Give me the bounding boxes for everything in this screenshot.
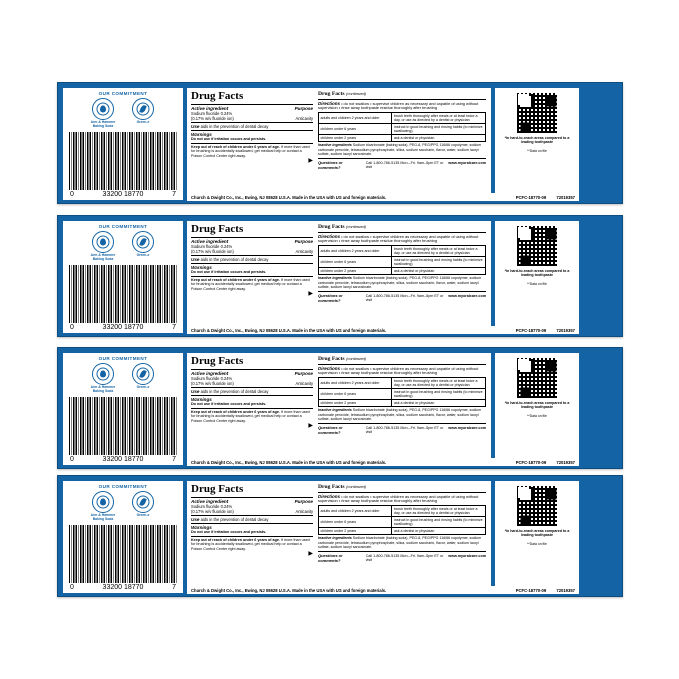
table-row <box>319 528 486 535</box>
purpose-value: Anticavity <box>295 248 313 254</box>
inactive-text: Sodium bicarbonate (baking soda), PEG-8, PEG/PPG 116/66 copolymer, sodium carbonate peroxide, tetrasodium pyrophosphate, silica, sodium saccharin, flavor, water, sodium lauryl sulfate, sodium lauryl sarcosinate. <box>318 143 482 157</box>
instruction-cell: ask a dentist or physician <box>392 400 486 407</box>
directions-heading: Directions <box>318 100 341 106</box>
active-ingredient-heading: Active ingredient <box>191 370 229 376</box>
warning-irritation: Do not use if irritation occurs and persists. <box>191 137 267 142</box>
badge-label: Green-e <box>136 385 150 389</box>
right-arrow-icon: ▶ <box>308 291 313 298</box>
green-leaf-icon <box>132 363 154 385</box>
commitment-title: OUR COMMITMENT <box>98 484 148 489</box>
barcode-icon <box>69 525 177 583</box>
tooth-seal-icon <box>92 363 114 385</box>
label-panel <box>57 82 623 204</box>
barcode-icon <box>69 397 177 455</box>
age-cell: children under 2 years <box>319 528 392 535</box>
warnings-heading: Warnings <box>191 525 212 531</box>
age-cell: adults and children 2 years and older <box>319 378 392 389</box>
label-panel <box>57 347 623 469</box>
uses-text: aids in the prevention of dental decay <box>200 123 269 129</box>
table-row <box>319 517 486 528</box>
directions-bullets: • do not swallow • supervise children as necessary and capable of using without supervision • rinse away toothpaste residue thoroughly after brushing <box>318 233 479 244</box>
barcode-digits <box>69 584 177 591</box>
barcode-main-digits: 33200 18770 <box>102 583 144 591</box>
instruction-cell: brush teeth thoroughly after meals or at least twice a day, or use as directed by a dentist or physician <box>392 246 486 257</box>
continued-label: (continued) <box>345 224 366 229</box>
barcode-right-digit: 7 <box>172 455 176 463</box>
barcode-block <box>66 265 180 331</box>
qr-code-icon[interactable] <box>517 226 557 266</box>
qr-code-icon[interactable] <box>517 358 557 398</box>
commitment-title: OUR COMMITMENT <box>98 91 148 96</box>
badge-row <box>66 491 180 522</box>
commitment-title: OUR COMMITMENT <box>98 224 148 229</box>
barcode-icon <box>69 132 177 190</box>
age-cell: children under 6 years <box>319 389 392 400</box>
drug-facts-right-column <box>318 91 486 170</box>
warnings-heading: Warnings <box>191 265 212 271</box>
inactive-text: Sodium bicarbonate (baking soda), PEG-8, PEG/PPG 116/66 copolymer, sodium carbonate peroxide, tetrasodium pyrophosphate, silica, sodium saccharin, flavor, water, sodium lauryl sulfate, sodium lauryl sarcosinate. <box>318 408 482 422</box>
barcode-block <box>66 525 180 591</box>
active-ingredient-detail: (0.17% w/v fluoride ion) <box>191 115 234 121</box>
directions-heading: Directions <box>318 365 341 371</box>
uses-heading: Use <box>191 516 200 522</box>
questions-text: Call 1-800-786-5135 Mon.–Fri. 9am–5pm ET or visit <box>365 160 444 169</box>
qr-block <box>495 481 579 593</box>
active-ingredient-name: Sodium fluoride 0.24% <box>191 110 233 116</box>
qr-code-icon[interactable] <box>517 486 557 526</box>
badge-row <box>66 231 180 262</box>
instruction-cell: ask a dentist or physician <box>392 528 486 535</box>
warning-irritation: Do not use if irritation occurs and persists. <box>191 530 267 535</box>
inactive-text: Sodium bicarbonate (baking soda), PEG-8, PEG/PPG 116/66 copolymer, sodium carbonate peroxide, tetrasodium pyrophosphate, silica, sodium saccharin, flavor, water, sodium lauryl sulfate, sodium lauryl sarcosinate. <box>318 536 482 550</box>
drug-facts-continued-title: Drug Facts <box>318 91 345 97</box>
table-row <box>319 113 486 124</box>
qr-block <box>495 221 579 333</box>
purpose-value: Anticavity <box>295 508 313 514</box>
active-ingredient-name: Sodium fluoride 0.24% <box>191 503 233 509</box>
inactive-heading: Inactive ingredients <box>318 276 352 281</box>
warning-keepout-text: If more than used for brushing is accidentally swallowed, get medical help or contact a Poison Control Center right away. <box>191 537 310 551</box>
badge-green-e <box>128 98 158 129</box>
inactive-text: Sodium bicarbonate (baking soda), PEG-8, PEG/PPG 116/66 copolymer, sodium carbonate peroxide, tetrasodium pyrophosphate, silica, sodium saccharin, flavor, water, sodium lauryl sulfate, sodium lauryl sarcosinate. <box>318 276 482 290</box>
code-group <box>507 588 575 593</box>
questions-text: Call 1-800-786-5135 Mon.–Fri. 9am–5pm ET or visit <box>365 425 444 434</box>
table-row <box>319 257 486 268</box>
instruction-cell: brush teeth thoroughly after meals or at least twice a day, or use as directed by a dentist or physician <box>392 506 486 517</box>
purpose-value: Anticavity <box>295 115 313 121</box>
green-leaf-icon <box>132 231 154 253</box>
instruction-cell: brush teeth thoroughly after meals or at least twice a day, or use as directed by a dentist or physician <box>392 113 486 124</box>
barcode-block <box>66 132 180 198</box>
code-right: 72019357 <box>556 327 575 333</box>
barcode-main-digits: 33200 18770 <box>102 323 144 331</box>
instruction-cell: instruct in good brushing and rinsing habits (to minimize swallowing) <box>392 124 486 135</box>
active-ingredient-detail: (0.17% w/v fluoride ion) <box>191 508 234 514</box>
manufacturer-text: Church & Dwight Co., Inc., Ewing, NJ 08628 U.S.A. Made in the USA with US and foreign materials. <box>191 194 387 200</box>
barcode-right-digit: 7 <box>172 583 176 591</box>
questions-heading: Questions or comments? <box>318 552 343 563</box>
legal-strip <box>187 458 579 466</box>
badge-label: Arm & Hammer Baking Soda <box>90 513 116 521</box>
drug-facts-title: Drug Facts <box>191 355 244 367</box>
warning-keepout-bold: Keep out of reach of children under 6 years of age. <box>191 537 280 542</box>
legal-strip <box>187 586 579 594</box>
code-left: PCFC-18770-09 <box>515 587 547 593</box>
inactive-heading: Inactive ingredients <box>318 408 352 413</box>
barcode-block <box>66 397 180 463</box>
barcode-digits <box>69 456 177 463</box>
drug-facts-block <box>187 481 491 593</box>
qr-footnote: **Data on file <box>527 148 547 153</box>
uses-text: aids in the prevention of dental decay <box>200 516 269 522</box>
label-panel <box>57 475 623 597</box>
code-right: 72019357 <box>556 587 575 593</box>
age-cell: adults and children 2 years and older <box>319 113 392 124</box>
qr-code-icon[interactable] <box>517 93 557 133</box>
commitment-title: OUR COMMITMENT <box>98 356 148 361</box>
website-link[interactable]: www.myoralcare.com <box>448 553 486 558</box>
qr-block <box>495 353 579 465</box>
code-right: 72019357 <box>556 194 575 200</box>
table-row <box>319 246 486 257</box>
barcode-left-digit: 0 <box>70 323 74 331</box>
purpose-heading: Purpose <box>294 498 313 504</box>
warning-keepout-text: If more than used for brushing is accidentally swallowed, get medical help or contact a Poison Control Center right away. <box>191 144 310 158</box>
active-ingredient-heading: Active ingredient <box>191 498 229 504</box>
continued-label: (continued) <box>345 91 366 96</box>
warning-keepout-bold: Keep out of reach of children under 6 years of age. <box>191 277 280 282</box>
purpose-heading: Purpose <box>294 238 313 244</box>
barcode-digits <box>69 191 177 198</box>
questions-text: Call 1-800-786-5135 Mon.–Fri. 9am–5pm ET or visit <box>365 553 444 562</box>
website-link[interactable]: www.myoralcare.com <box>448 293 486 298</box>
age-cell: children under 6 years <box>319 517 392 528</box>
code-group <box>507 195 575 200</box>
age-cell: children under 6 years <box>319 257 392 268</box>
warning-keepout-text: If more than used for brushing is accidentally swallowed, get medical help or contact a Poison Control Center right away. <box>191 277 310 291</box>
barcode-main-digits: 33200 18770 <box>102 190 144 198</box>
badge-row <box>66 98 180 129</box>
drug-facts-left-column <box>191 484 313 557</box>
commitment-block <box>63 481 183 593</box>
badge-label: Green-e <box>136 120 150 124</box>
badge-baking-soda <box>88 363 118 394</box>
code-left: PCFC-18770-09 <box>515 327 547 333</box>
barcode-main-digits: 33200 18770 <box>102 455 144 463</box>
badge-green-e <box>128 363 158 394</box>
commitment-block <box>63 353 183 465</box>
age-cell: adults and children 2 years and older <box>319 506 392 517</box>
warning-keepout-bold: Keep out of reach of children under 6 years of age. <box>191 409 280 414</box>
directions-heading: Directions <box>318 493 341 499</box>
warning-keepout-bold: Keep out of reach of children under 6 years of age. <box>191 144 280 149</box>
purpose-heading: Purpose <box>294 105 313 111</box>
barcode-right-digit: 7 <box>172 190 176 198</box>
active-ingredient-heading: Active ingredient <box>191 238 229 244</box>
drug-facts-right-column <box>318 224 486 303</box>
age-cell: children under 2 years <box>319 135 392 142</box>
barcode-left-digit: 0 <box>70 455 74 463</box>
instruction-cell: ask a dentist or physician <box>392 268 486 275</box>
right-arrow-icon: ▶ <box>308 423 313 430</box>
instruction-cell: instruct in good brushing and rinsing habits (to minimize swallowing) <box>392 517 486 528</box>
age-cell: adults and children 2 years and older <box>319 246 392 257</box>
label-panel <box>57 215 623 337</box>
instruction-cell: instruct in good brushing and rinsing habits (to minimize swallowing) <box>392 389 486 400</box>
badge-label: Arm & Hammer Baking Soda <box>90 385 116 393</box>
commitment-block <box>63 221 183 333</box>
questions-heading: Questions or comments? <box>318 424 343 435</box>
barcode-left-digit: 0 <box>70 583 74 591</box>
drug-facts-continued-title: Drug Facts <box>318 356 345 362</box>
drug-facts-continued-title: Drug Facts <box>318 224 345 230</box>
table-row <box>319 135 486 142</box>
code-left: PCFC-18770-09 <box>515 459 547 465</box>
questions-heading: Questions or comments? <box>318 292 343 303</box>
directions-bullets: • do not swallow • supervise children as necessary and capable of using without supervision • rinse away toothpaste residue thoroughly after brushing <box>318 493 479 504</box>
legal-strip <box>187 193 579 201</box>
right-arrow-icon: ▶ <box>308 551 313 558</box>
warnings-heading: Warnings <box>191 132 212 138</box>
barcode-left-digit: 0 <box>70 190 74 198</box>
purpose-heading: Purpose <box>294 370 313 376</box>
website-link[interactable]: www.myoralcare.com <box>448 160 486 165</box>
instruction-cell: ask a dentist or physician <box>392 135 486 142</box>
badge-green-e <box>128 231 158 262</box>
drug-facts-title: Drug Facts <box>191 90 244 102</box>
questions-heading: Questions or comments? <box>318 159 343 170</box>
badge-label: Green-e <box>136 253 150 257</box>
manufacturer-text: Church & Dwight Co., Inc., Ewing, NJ 08628 U.S.A. Made in the USA with US and foreign materials. <box>191 327 387 333</box>
tooth-seal-icon <box>92 98 114 120</box>
age-cell: children under 2 years <box>319 400 392 407</box>
tooth-seal-icon <box>92 491 114 513</box>
badge-baking-soda <box>88 98 118 129</box>
qr-note: *In hard-to-reach areas compared to a leading toothpaste <box>504 136 570 145</box>
code-group <box>507 328 575 333</box>
directions-bullets: • do not swallow • supervise children as necessary and capable of using without supervision • rinse away toothpaste residue thoroughly after brushing <box>318 365 479 376</box>
qr-note: *In hard-to-reach areas compared to a leading toothpaste <box>504 401 570 410</box>
drug-facts-right-column <box>318 356 486 435</box>
qr-note: *In hard-to-reach areas compared to a leading toothpaste <box>504 269 570 278</box>
inactive-heading: Inactive ingredients <box>318 536 352 541</box>
qr-note: *In hard-to-reach areas compared to a leading toothpaste <box>504 529 570 538</box>
uses-text: aids in the prevention of dental decay <box>200 388 269 394</box>
directions-table <box>318 245 486 275</box>
directions-heading: Directions <box>318 233 341 239</box>
warning-irritation: Do not use if irritation occurs and persists. <box>191 402 267 407</box>
table-row <box>319 124 486 135</box>
drug-facts-left-column <box>191 356 313 429</box>
badge-label: Arm & Hammer Baking Soda <box>90 120 116 128</box>
website-link[interactable]: www.myoralcare.com <box>448 425 486 430</box>
warning-irritation: Do not use if irritation occurs and persists. <box>191 270 267 275</box>
badge-label: Green-e <box>136 513 150 517</box>
age-cell: children under 2 years <box>319 268 392 275</box>
qr-footnote: **Data on file <box>527 281 547 286</box>
warning-keepout-text: If more than used for brushing is accidentally swallowed, get medical help or contact a Poison Control Center right away. <box>191 409 310 423</box>
directions-bullets: • do not swallow • supervise children as necessary and capable of using without supervision • rinse away toothpaste residue thoroughly after brushing <box>318 100 479 111</box>
right-arrow-icon: ▶ <box>308 158 313 165</box>
uses-text: aids in the prevention of dental decay <box>200 256 269 262</box>
inactive-heading: Inactive ingredients <box>318 143 352 148</box>
age-cell: children under 6 years <box>319 124 392 135</box>
active-ingredient-detail: (0.17% w/v fluoride ion) <box>191 248 234 254</box>
directions-table <box>318 377 486 407</box>
drug-facts-block <box>187 221 491 333</box>
code-left: PCFC-18770-09 <box>515 194 547 200</box>
drug-facts-block <box>187 353 491 465</box>
instruction-cell: brush teeth thoroughly after meals or at least twice a day, or use as directed by a dentist or physician <box>392 378 486 389</box>
drug-facts-left-column <box>191 91 313 164</box>
badge-baking-soda <box>88 231 118 262</box>
continued-label: (continued) <box>345 356 366 361</box>
drug-facts-left-column <box>191 224 313 297</box>
drug-facts-continued-title: Drug Facts <box>318 484 345 490</box>
badge-row <box>66 363 180 394</box>
manufacturer-text: Church & Dwight Co., Inc., Ewing, NJ 08628 U.S.A. Made in the USA with US and foreign materials. <box>191 459 387 465</box>
green-leaf-icon <box>132 98 154 120</box>
table-row <box>319 506 486 517</box>
qr-block <box>495 88 579 200</box>
directions-table <box>318 505 486 535</box>
active-ingredient-heading: Active ingredient <box>191 105 229 111</box>
barcode-digits <box>69 324 177 331</box>
qr-footnote: **Data on file <box>527 541 547 546</box>
uses-heading: Use <box>191 123 200 129</box>
warnings-heading: Warnings <box>191 397 212 403</box>
directions-table <box>318 112 486 142</box>
green-leaf-icon <box>132 491 154 513</box>
commitment-block <box>63 88 183 200</box>
code-group <box>507 460 575 465</box>
badge-label: Arm & Hammer Baking Soda <box>90 253 116 261</box>
drug-facts-title: Drug Facts <box>191 483 244 495</box>
active-ingredient-name: Sodium fluoride 0.24% <box>191 375 233 381</box>
purpose-value: Anticavity <box>295 380 313 386</box>
table-row <box>319 268 486 275</box>
tooth-seal-icon <box>92 231 114 253</box>
questions-text: Call 1-800-786-5135 Mon.–Fri. 9am–5pm ET or visit <box>365 293 444 302</box>
active-ingredient-name: Sodium fluoride 0.24% <box>191 243 233 249</box>
table-row <box>319 400 486 407</box>
table-row <box>319 378 486 389</box>
badge-green-e <box>128 491 158 522</box>
uses-heading: Use <box>191 256 200 262</box>
instruction-cell: instruct in good brushing and rinsing habits (to minimize swallowing) <box>392 257 486 268</box>
continued-label: (continued) <box>345 484 366 489</box>
drug-facts-right-column <box>318 484 486 563</box>
table-row <box>319 389 486 400</box>
barcode-icon <box>69 265 177 323</box>
barcode-right-digit: 7 <box>172 323 176 331</box>
qr-footnote: **Data on file <box>527 413 547 418</box>
manufacturer-text: Church & Dwight Co., Inc., Ewing, NJ 08628 U.S.A. Made in the USA with US and foreign materials. <box>191 587 387 593</box>
drug-facts-title: Drug Facts <box>191 223 244 235</box>
badge-baking-soda <box>88 491 118 522</box>
code-right: 72019357 <box>556 459 575 465</box>
active-ingredient-detail: (0.17% w/v fluoride ion) <box>191 380 234 386</box>
drug-facts-block <box>187 88 491 200</box>
uses-heading: Use <box>191 388 200 394</box>
legal-strip <box>187 326 579 334</box>
